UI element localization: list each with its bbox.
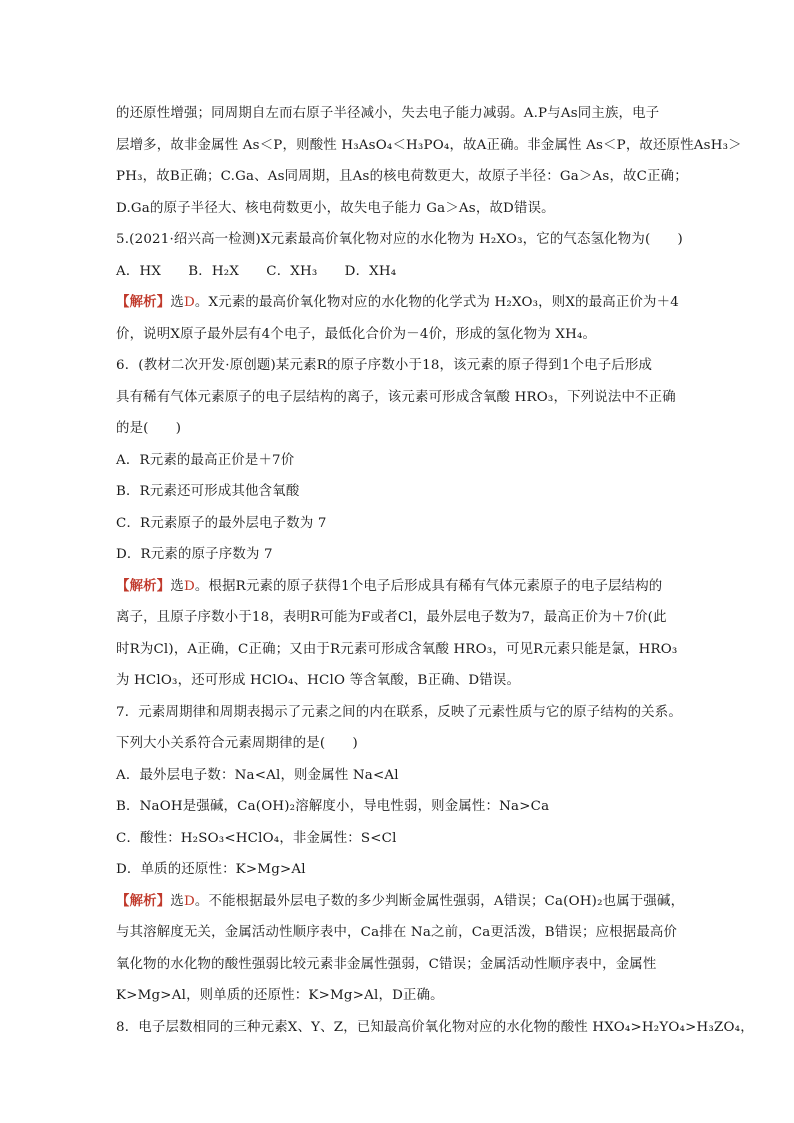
line-text: 。X元素的最高价氧化物对应的水化物的化学式为 H₂XO₃，则X的最高正价为＋4 xyxy=(194,295,679,310)
line-text: 5.(2021·绍兴高一检测)X元素最高价氧化物对应的水化物为 H₂XO₃，它的气态氢化物为( ) xyxy=(116,232,683,247)
text-line xyxy=(116,886,685,918)
text-line xyxy=(116,854,682,886)
line-text: B．R元素还可形成其他含氧酸 xyxy=(116,484,300,499)
text-line xyxy=(116,445,682,477)
text-line xyxy=(116,665,682,697)
text-line xyxy=(116,823,682,855)
text-line xyxy=(116,949,682,981)
line-text: K>Mg>Al，则单质的还原性：K>Mg>Al，D正确。 xyxy=(116,988,444,1003)
line-text: 7．元素周期律和周期表揭示了元素之间的内在联系，反映了元素性质与它的原子结构的关系。 xyxy=(116,704,682,720)
line-text: A．HX B．H₂X C．XH₃ D．XH₄ xyxy=(116,263,397,279)
analysis-tag: 【解析】 xyxy=(116,577,171,594)
answer-letter: D xyxy=(183,578,195,594)
line-text: 。不能根据最外层电子数的多少判断金属性强弱，A错误；Ca(OH)₂也属于强碱， xyxy=(194,893,685,909)
text-line xyxy=(116,476,682,508)
line-text: 。根据R元素的原子获得1个电子后形成具有稀有气体元素原子的电子层结构的 xyxy=(194,578,663,594)
text-line xyxy=(116,413,682,445)
line-text: 时R为Cl)，A正确，C正确；又由于R元素可形成含氧酸 HRO₃，可见R元素只能是氯，HRO₃ xyxy=(116,641,678,657)
text-line xyxy=(116,350,682,382)
line-text: 的是( ) xyxy=(116,421,182,436)
text-line xyxy=(116,760,682,792)
answer-letter: D xyxy=(183,893,195,909)
text-line xyxy=(116,602,682,634)
text-line xyxy=(116,539,682,571)
text-line xyxy=(116,634,682,666)
analysis-prefix: 选 xyxy=(170,893,184,909)
text-line xyxy=(116,791,682,823)
line-text: D．R元素的原子序数为 7 xyxy=(116,547,273,562)
line-text: 的还原性增强；同周期自左而右原子半径减小，失去电子能力减弱。A.P与As同主族，电子 xyxy=(116,106,660,121)
line-text: D.Ga的原子半径大、核电荷数更小，故失电子能力 Ga＞As，故D错误。 xyxy=(116,200,555,216)
text-line xyxy=(116,728,682,760)
line-text: 层增多，故非金属性 As＜P，则酸性 H₃AsO₄＜H₃PO₄，故A正确。非金属性 As＜P，故还原性AsH₃＞ xyxy=(116,137,742,153)
line-text: 下列大小关系符合元素周期律的是( ) xyxy=(116,736,358,751)
text-line xyxy=(116,571,682,603)
line-text: PH₃，故B正确；C.Ga、As同周期，且As的核电荷数更大，故原子半径：Ga＞As，故C正确； xyxy=(116,169,688,184)
analysis-prefix: 选 xyxy=(170,295,184,310)
text-line xyxy=(116,980,682,1012)
line-text: 氧化物的水化物的酸性强弱比较元素非金属性强弱，C错误；金属活动性顺序表中，金属性 xyxy=(116,956,657,972)
line-text: C．酸性：H₂SO₃<HClO₄，非金属性：S<Cl xyxy=(116,830,397,846)
text-line xyxy=(116,319,682,351)
line-text: 价，说明X原子最外层有4个电子，最低化合价为－4价，形成的氢化物为 XH₄。 xyxy=(116,326,597,342)
line-text: 8．电子层数相同的三种元素X、Y、Z，已知最高价氧化物对应的水化物的酸性 HXO₄>H₂YO₄>H₃ZO₄， xyxy=(116,1019,754,1035)
text-line xyxy=(116,382,682,414)
text-line xyxy=(116,98,682,130)
analysis-tag: 【解析】 xyxy=(116,892,171,909)
line-text: 与其溶解度无关，金属活动性顺序表中，Ca排在 Na之前，Ca更活泼，B错误；应根据最高价 xyxy=(116,925,678,940)
text-line xyxy=(116,697,682,729)
text-body xyxy=(116,98,754,1043)
answer-letter: D xyxy=(183,295,195,310)
line-text: A．R元素的最高正价是＋7价 xyxy=(116,452,295,468)
text-line xyxy=(116,508,682,540)
line-text: 具有稀有气体元素原子的电子层结构的离子，该元素可形成含氧酸 HRO₃，下列说法中不正确 xyxy=(116,389,676,405)
text-line xyxy=(116,1012,754,1044)
line-text: A．最外层电子数：Na<Al，则金属性 Na<Al xyxy=(116,767,399,783)
analysis-tag: 【解析】 xyxy=(116,294,171,310)
text-line xyxy=(116,256,682,288)
text-line xyxy=(116,130,742,162)
text-line xyxy=(116,161,688,193)
line-text: 6．(教材二次开发·原创题)某元素R的原子序数小于18，该元素的原子得到1个电子后形成 xyxy=(116,358,653,373)
text-line xyxy=(116,224,682,256)
line-text: C．R元素原子的最外层电子数为 7 xyxy=(116,515,327,531)
line-text: 为 HClO₃，还可形成 HClO₄、HClO 等含氧酸，B正确、D错误。 xyxy=(116,673,521,688)
line-text: B．NaOH是强碱，Ca(OH)₂溶解度小，导电性弱，则金属性：Na>Ca xyxy=(116,799,550,814)
text-line xyxy=(116,917,682,949)
line-text: 离子，且原子序数小于18，表明R可能为F或者Cl，最外层电子数为7，最高正价为＋7价(此 xyxy=(116,610,667,625)
line-text: D．单质的还原性：K>Mg>Al xyxy=(116,862,306,877)
analysis-prefix: 选 xyxy=(170,578,184,594)
text-line xyxy=(116,287,682,319)
text-line xyxy=(116,193,682,225)
